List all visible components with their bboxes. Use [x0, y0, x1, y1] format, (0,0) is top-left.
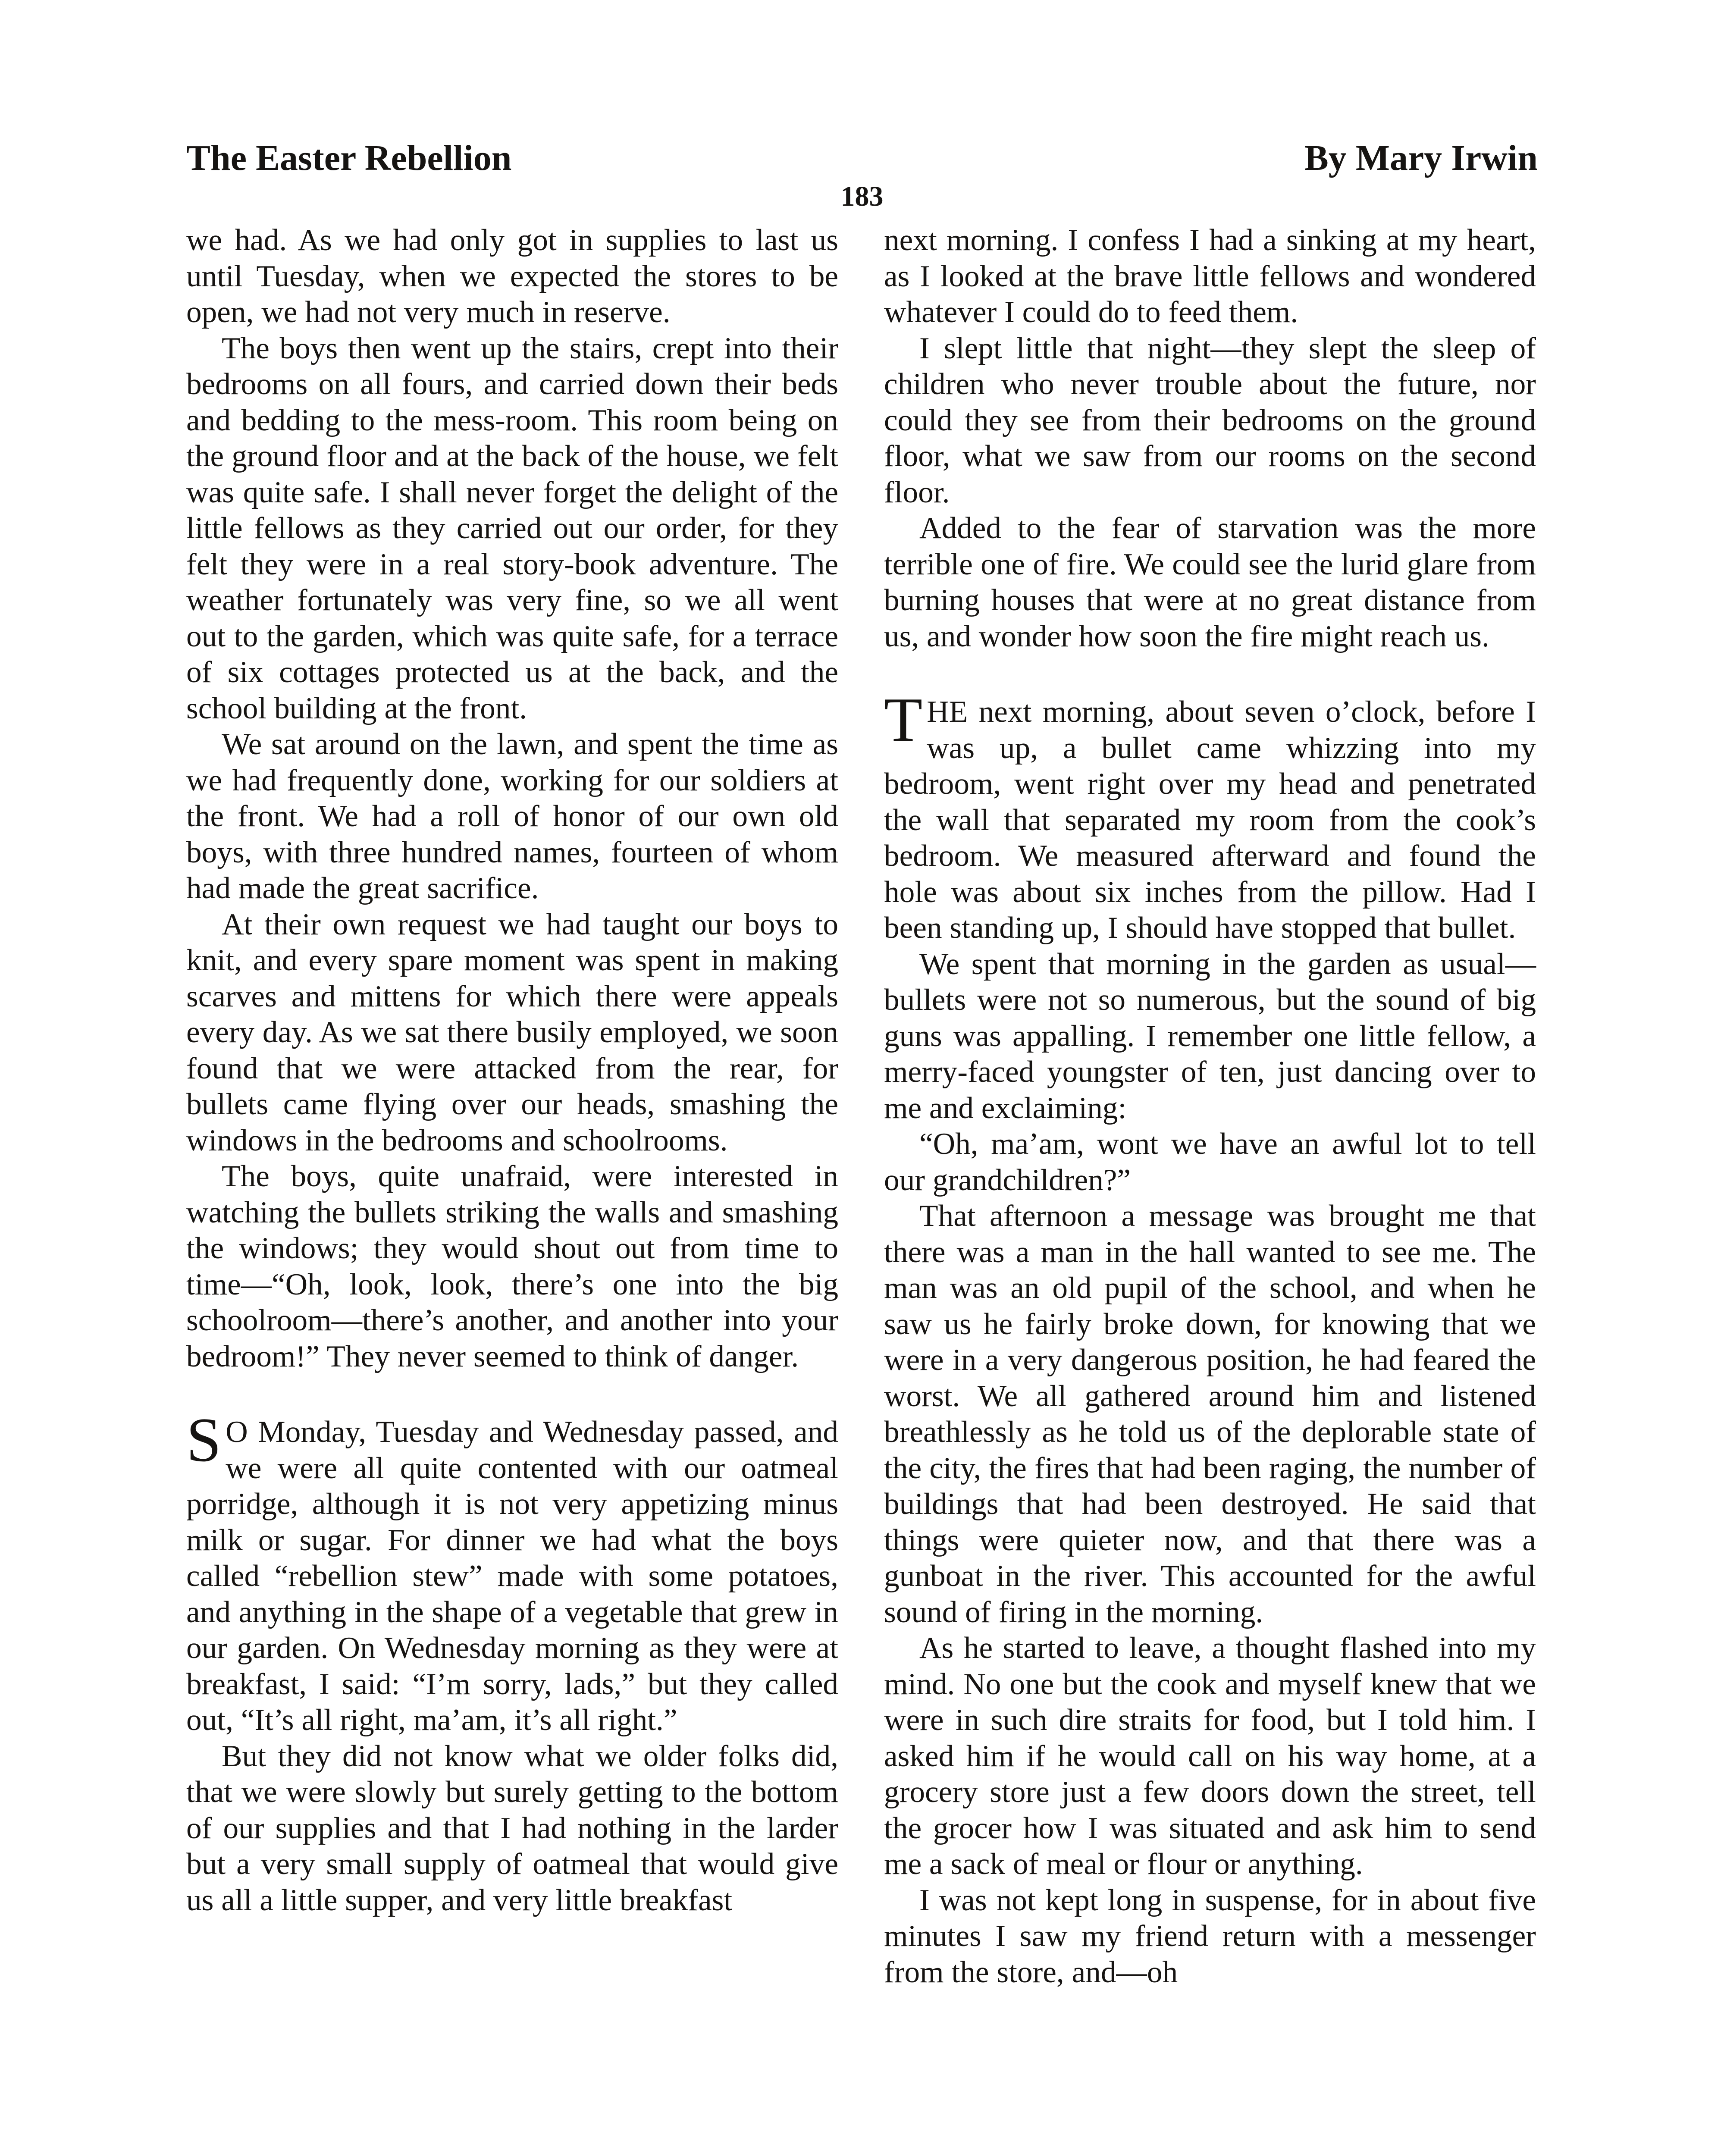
- section-paragraph: [186, 1405, 838, 1738]
- paragraph: next morning. I confess I had a sinking at my heart, as I looked at the brave little fellows and wondered whatever I could do to feed them.: [884, 223, 1536, 329]
- page-number: 183: [840, 181, 884, 212]
- paragraph: As he started to leave, a thought flashed into my mind. No one but the cook and myself knew that we were in such dire straits for food, but I told him. I asked him if he would call on his way home, at a grocery store just a few doors down the street, tell the grocer how I was situated and ask him to send me a sack of meal or flour or anything.: [884, 1631, 1536, 1881]
- paragraph: Added to the fear of starvation was the more terrible one of fire. We could see the lurid glare from burning houses that were at no great distance from us, and wonder how soon the fire might reach us.: [884, 511, 1536, 653]
- paragraph: But they did not know what we older folks did, that we were slowly but surely getting to the bottom of our supplies and that I had nothing in the larder but a very small supply of oatmeal that would give us all a little supper, and very little breakfast: [186, 1739, 838, 1917]
- paragraph: The boys, quite unafraid, were interested in watching the bullets striking the walls and smashing the windows; they would shout out from time to time—“Oh, look, look, there’s one into the big schoolroom—there’s another, and another into your bedroom!” They never seemed to think of danger.: [186, 1159, 838, 1373]
- paragraph-text: O Monday, Tuesday and Wednesday passed, and we were all quite contented with our oatmeal porridge, although it is not very appetizing minus milk or sugar. For dinner we had what the boys called “rebellion stew” made with some potatoes, and anything in the shape of a vegetable that grew in our garden. On Wednesday morning as they were at breakfast, I said: “I’m sorry, lads,” but they called out, “It’s all right, ma’am, it’s all right.”: [186, 1415, 838, 1737]
- paragraph: we had. As we had only got in supplies to last us until Tuesday, when we expected the stores to be open, we had not very much in reserve.: [186, 223, 838, 329]
- paragraph: I was not kept long in suspense, for in about five minutes I saw my friend return with a messenger from the store, and—oh: [884, 1883, 1536, 1989]
- paragraph: We spent that morning in the garden as usual—bullets were not so numerous, but the sound of big guns was appalling. I remember one little fellow, a merry-faced youngster of ten, just dancing over to me and exclaiming:: [884, 946, 1536, 1125]
- right-column: [884, 222, 1536, 1990]
- section-paragraph: [884, 685, 1536, 946]
- article-title: The Easter Rebellion: [186, 138, 512, 178]
- drop-cap: T: [884, 685, 923, 755]
- paragraph: The boys then went up the stairs, crept into their bedrooms on all fours, and carried down their beds and bedding to the mess-room. This room being on the ground floor and at the back of the house, we felt was quite safe. I shall never forget the delight of the little fellows as they carried out our order, for they felt they were in a real story-book adventure. The weather fortunately was very fine, so we all went out to the garden, which was quite safe, for a terrace of six cottages protected us at the back, and the school building at the front.: [186, 331, 838, 725]
- paragraph: I slept little that night—they slept the sleep of children who never trouble about the future, nor could they see from their bedrooms on the ground floor, what we saw from our rooms on the second floor.: [884, 331, 1536, 509]
- paragraph-text: HE next morning, about seven o’clock, before I was up, a bullet came whizzing into my bedroom, went right over my head and penetrated the wall that separated my room from the cook’s bedroom. We measured afterward and found the hole was about six inches from the pillow. Had I been standing up, I should have stopped that bullet.: [884, 695, 1536, 945]
- running-head: [186, 137, 1538, 179]
- paragraph: “Oh, ma’am, wont we have an awful lot to tell our grandchildren?”: [884, 1127, 1536, 1197]
- author-byline: By Mary Irwin: [1304, 138, 1538, 178]
- drop-cap: S: [186, 1405, 222, 1475]
- paragraph: We sat around on the lawn, and spent the time as we had frequently done, working for our soldiers at the front. We had a roll of honor of our own old boys, with three hundred names, fourteen of whom had made the great sacrifice.: [186, 727, 838, 905]
- left-column: [186, 222, 838, 1918]
- paragraph: At their own request we had taught our boys to knit, and every spare moment was spent in making scarves and mittens for which there were appeals every day. As we sat there busily employed, we soon found that we were attacked from the rear, for bullets came flying over our heads, smashing the windows in the bedrooms and schoolrooms.: [186, 907, 838, 1157]
- paragraph: That afternoon a message was brought me that there was a man in the hall wanted to see me. The man was an old pupil of the school, and when he saw us he fairly broke down, for knowing that we were in a very dangerous position, he had feared the worst. We all gathered around him and listened breathlessly as he told us of the deplorable state of the city, the fires that had been raging, the number of buildings that had been destroyed. He said that things were quieter now, and that there was a gunboat in the river. This accounted for the awful sound of firing in the morning.: [884, 1199, 1536, 1629]
